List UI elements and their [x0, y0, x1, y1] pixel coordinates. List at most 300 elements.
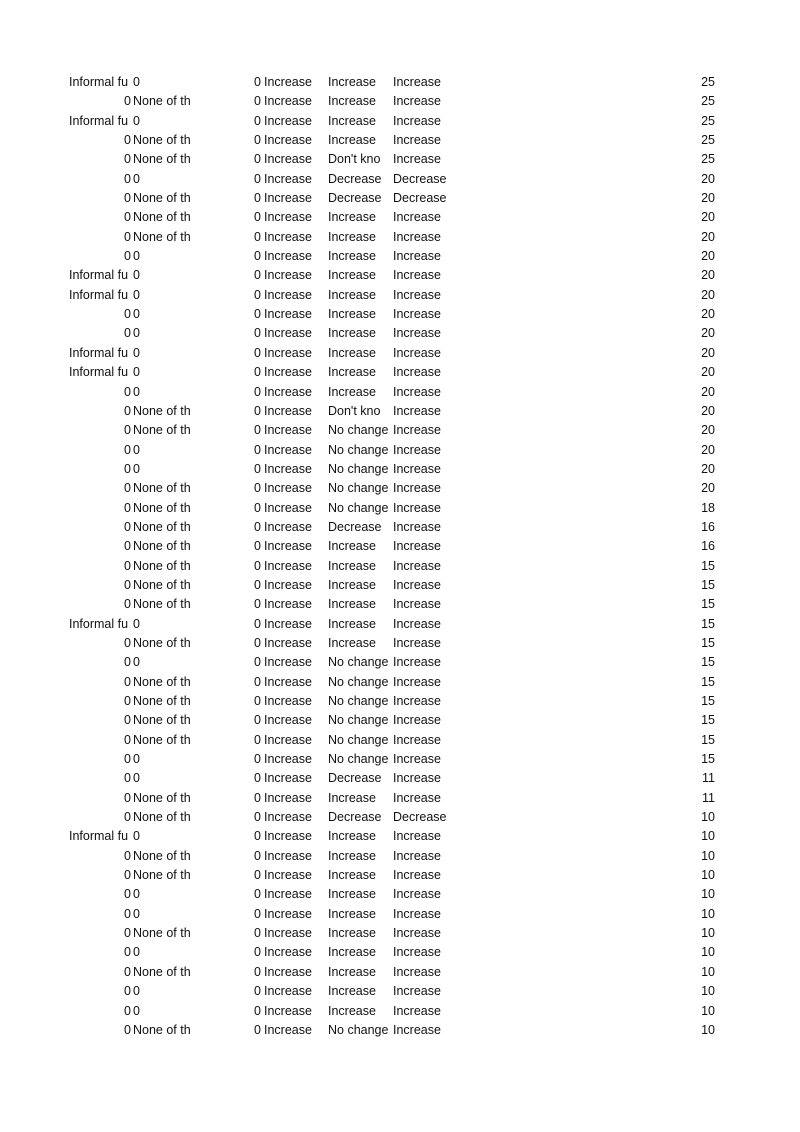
cell-col-g: Increase [393, 887, 441, 902]
cell-col-d: 0 [254, 558, 261, 573]
cell-col-g: Increase [393, 384, 441, 399]
cell-col-g: Increase [393, 539, 441, 554]
cell-col-h: 11 [702, 771, 715, 786]
cell-col-f: Don't kno [328, 152, 381, 167]
cell-col-f: Increase [328, 307, 376, 322]
cell-col-e: Increase [264, 635, 312, 650]
table-row [0, 885, 800, 904]
cell-col-g: Increase [393, 848, 441, 863]
cell-col-h: 15 [701, 674, 715, 689]
cell-col-d: 0 [254, 133, 261, 148]
cell-col-g: Increase [393, 558, 441, 573]
cell-col-b: 0 [124, 326, 131, 341]
cell-col-b: 0 [124, 539, 131, 554]
cell-col-c: 0 [133, 326, 140, 341]
cell-col-f: No change [328, 461, 389, 476]
table-row [0, 595, 800, 614]
cell-col-e: Increase [264, 868, 312, 883]
cell-col-e: Increase [264, 229, 312, 244]
cell-col-d: 0 [254, 423, 261, 438]
cell-col-c: None of th [133, 229, 191, 244]
cell-col-c: 0 [133, 113, 140, 128]
cell-col-e: Increase [264, 655, 312, 670]
cell-col-c: 0 [133, 287, 140, 302]
cell-col-h: 20 [701, 481, 715, 496]
cell-col-h: 16 [701, 519, 715, 534]
cell-col-g: Increase [393, 694, 441, 708]
cell-col-d: 0 [254, 829, 261, 844]
cell-col-h: 20 [701, 249, 715, 264]
cell-col-g: Increase [393, 771, 441, 786]
cell-col-f: Increase [328, 249, 376, 264]
cell-col-c: 0 [133, 655, 140, 670]
cell-col-e: Increase [264, 887, 312, 902]
cell-col-e: Increase [264, 268, 312, 283]
cell-col-h: 10 [701, 984, 715, 999]
cell-col-h: 10 [701, 964, 715, 979]
cell-col-b: 0 [124, 945, 131, 960]
cell-col-c: 0 [133, 249, 140, 264]
cell-col-e: Increase [264, 345, 312, 360]
cell-col-b: 0 [124, 94, 131, 109]
cell-col-d: 0 [254, 94, 261, 109]
table-row [0, 324, 800, 343]
table-row [0, 557, 800, 576]
cell-col-b: 0 [124, 577, 131, 592]
cell-col-f: Decrease [328, 519, 382, 534]
cell-col-d: 0 [254, 268, 261, 283]
cell-col-b: 0 [124, 229, 131, 244]
cell-col-d: 0 [254, 674, 261, 689]
table-row [0, 402, 800, 421]
cell-col-h: 15 [701, 752, 715, 767]
cell-col-f: Increase [328, 94, 376, 109]
cell-col-h: 15 [701, 577, 715, 592]
cell-col-e: Increase [264, 500, 312, 515]
cell-col-e: Increase [264, 365, 312, 380]
cell-col-h: 15 [701, 732, 715, 747]
cell-col-b: 0 [124, 906, 131, 921]
cell-col-g: Increase [393, 597, 441, 612]
cell-col-f: Increase [328, 790, 376, 805]
cell-col-d: 0 [254, 597, 261, 612]
cell-col-b: 0 [124, 597, 131, 612]
cell-col-h: 10 [701, 926, 715, 941]
cell-col-f: Increase [328, 616, 376, 631]
cell-col-e: Increase [264, 191, 312, 206]
cell-col-b: 0 [124, 752, 131, 767]
cell-col-f: Increase [328, 926, 376, 941]
cell-col-f: Increase [328, 984, 376, 999]
cell-col-g: Increase [393, 152, 441, 167]
table-row [0, 769, 800, 788]
cell-col-h: 20 [701, 326, 715, 341]
cell-col-c: None of th [133, 94, 191, 109]
table-row [0, 518, 800, 537]
cell-col-c: None of th [133, 810, 191, 825]
cell-col-a: Informal fu [69, 829, 129, 844]
cell-col-c: 0 [133, 171, 140, 186]
table-row [0, 653, 800, 672]
cell-col-b: 0 [124, 403, 131, 418]
cell-col-e: Increase [264, 287, 312, 302]
cell-col-c: None of th [133, 539, 191, 554]
table-row [0, 963, 800, 982]
cell-col-b: 0 [124, 713, 131, 728]
table-row [0, 711, 800, 730]
cell-col-h: 10 [701, 906, 715, 921]
cell-col-d: 0 [254, 519, 261, 534]
table-row [0, 634, 800, 653]
table-row [0, 499, 800, 518]
cell-col-g: Increase [393, 655, 441, 670]
cell-col-b: 0 [124, 810, 131, 825]
cell-col-g: Increase [393, 113, 441, 128]
cell-col-d: 0 [254, 945, 261, 960]
cell-col-d: 0 [254, 635, 261, 650]
cell-col-e: Increase [264, 539, 312, 554]
cell-col-b: 0 [124, 133, 131, 148]
cell-col-c: 0 [133, 616, 140, 631]
table-row [0, 266, 800, 285]
cell-col-h: 15 [701, 616, 715, 631]
cell-col-f: No change [328, 674, 389, 689]
cell-col-h: 15 [701, 635, 715, 650]
cell-col-c: None of th [133, 152, 191, 167]
cell-col-b: 0 [124, 307, 131, 322]
cell-col-g: Decrease [393, 810, 447, 825]
cell-col-h: 10 [701, 868, 715, 883]
cell-col-h: 10 [701, 887, 715, 902]
table-row [0, 982, 800, 1001]
cell-col-f: Decrease [328, 771, 382, 786]
cell-col-d: 0 [254, 539, 261, 554]
cell-col-g: Increase [393, 481, 441, 496]
cell-col-f: Increase [328, 848, 376, 863]
cell-col-b: 0 [124, 1022, 131, 1037]
table-row [0, 228, 800, 247]
cell-col-b: 0 [124, 926, 131, 941]
cell-col-e: Increase [264, 384, 312, 399]
cell-col-d: 0 [254, 1022, 261, 1037]
cell-col-h: 18 [701, 500, 715, 515]
table-row [0, 866, 800, 885]
cell-col-d: 0 [254, 810, 261, 825]
cell-col-f: Increase [328, 829, 376, 844]
cell-col-f: Decrease [328, 191, 382, 206]
cell-col-e: Increase [264, 790, 312, 805]
cell-col-f: Decrease [328, 171, 382, 186]
cell-col-c: None of th [133, 868, 191, 883]
cell-col-h: 10 [701, 1003, 715, 1018]
cell-col-g: Increase [393, 674, 441, 689]
cell-col-b: 0 [124, 500, 131, 515]
cell-col-e: Increase [264, 94, 312, 109]
cell-col-g: Increase [393, 577, 441, 592]
table-row [0, 305, 800, 324]
cell-col-h: 15 [701, 558, 715, 573]
cell-col-f: Increase [328, 906, 376, 921]
cell-col-d: 0 [254, 790, 261, 805]
table-row [0, 112, 800, 131]
cell-col-g: Increase [393, 94, 441, 109]
cell-col-h: 20 [701, 461, 715, 476]
cell-col-h: 15 [701, 655, 715, 670]
cell-col-g: Increase [393, 345, 441, 360]
cell-col-g: Increase [393, 268, 441, 283]
cell-col-d: 0 [254, 461, 261, 476]
cell-col-d: 0 [254, 926, 261, 941]
cell-col-d: 0 [254, 287, 261, 302]
cell-col-d: 0 [254, 732, 261, 747]
cell-col-c: None of th [133, 713, 191, 728]
cell-col-c: None of th [133, 519, 191, 534]
cell-col-a: Informal fu [69, 287, 129, 302]
cell-col-b: 0 [124, 423, 131, 438]
table-row [0, 692, 800, 711]
cell-col-e: Increase [264, 403, 312, 418]
cell-col-f: No change [328, 713, 389, 728]
cell-col-b: 0 [124, 732, 131, 747]
cell-col-f: Decrease [328, 810, 382, 825]
table-row [0, 344, 800, 363]
cell-col-d: 0 [254, 75, 261, 89]
table-row [0, 1002, 800, 1021]
cell-col-e: Increase [264, 461, 312, 476]
cell-col-e: Increase [264, 558, 312, 573]
cell-col-c: 0 [133, 365, 140, 380]
cell-col-d: 0 [254, 384, 261, 399]
cell-col-g: Increase [393, 287, 441, 302]
cell-col-f: Increase [328, 229, 376, 244]
cell-col-d: 0 [254, 868, 261, 883]
cell-col-e: Increase [264, 519, 312, 534]
cell-col-f: Increase [328, 113, 376, 128]
cell-col-g: Increase [393, 210, 441, 225]
table-row [0, 750, 800, 769]
table-row [0, 383, 800, 402]
cell-col-b: 0 [124, 771, 131, 786]
cell-col-e: Increase [264, 481, 312, 496]
cell-col-h: 20 [701, 307, 715, 322]
cell-col-g: Increase [393, 829, 441, 844]
cell-col-f: No change [328, 732, 389, 747]
cell-col-a: Informal fu [69, 268, 129, 283]
cell-col-e: Increase [264, 171, 312, 186]
cell-col-e: Increase [264, 1022, 312, 1037]
cell-col-d: 0 [254, 771, 261, 786]
cell-col-b: 0 [124, 1003, 131, 1018]
cell-col-c: None of th [133, 577, 191, 592]
cell-col-g: Increase [393, 461, 441, 476]
table-row [0, 92, 800, 111]
cell-col-e: Increase [264, 307, 312, 322]
cell-col-f: Increase [328, 268, 376, 283]
cell-col-e: Increase [264, 674, 312, 689]
cell-col-d: 0 [254, 210, 261, 225]
cell-col-c: 0 [133, 384, 140, 399]
table-row [0, 789, 800, 808]
cell-col-g: Increase [393, 326, 441, 341]
cell-col-g: Increase [393, 1022, 441, 1037]
cell-col-e: Increase [264, 577, 312, 592]
cell-col-d: 0 [254, 616, 261, 631]
cell-col-h: 15 [701, 694, 715, 708]
cell-col-d: 0 [254, 964, 261, 979]
cell-col-b: 0 [124, 790, 131, 805]
table-row [0, 247, 800, 266]
cell-col-f: Increase [328, 133, 376, 148]
cell-col-g: Increase [393, 1003, 441, 1018]
cell-col-f: No change [328, 655, 389, 670]
cell-col-h: 20 [701, 268, 715, 283]
cell-col-e: Increase [264, 713, 312, 728]
table-row [0, 847, 800, 866]
cell-col-f: Increase [328, 365, 376, 380]
cell-col-c: None of th [133, 133, 191, 148]
cell-col-c: 0 [133, 307, 140, 322]
cell-col-f: No change [328, 481, 389, 496]
cell-col-a: Informal fu [69, 616, 129, 631]
cell-col-c: None of th [133, 964, 191, 979]
cell-col-c: None of th [133, 481, 191, 496]
cell-col-f: No change [328, 442, 389, 457]
table-row [0, 827, 800, 846]
cell-col-g: Increase [393, 249, 441, 264]
cell-col-h: 10 [701, 1022, 715, 1037]
cell-col-b: 0 [124, 868, 131, 883]
cell-col-c: None of th [133, 210, 191, 225]
table-row [0, 131, 800, 150]
table-row [0, 576, 800, 595]
cell-col-g: Increase [393, 307, 441, 322]
cell-col-f: Increase [328, 326, 376, 341]
cell-col-h: 15 [701, 597, 715, 612]
cell-col-c: None of th [133, 500, 191, 515]
cell-col-e: Increase [264, 210, 312, 225]
cell-col-g: Increase [393, 964, 441, 979]
cell-col-g: Increase [393, 732, 441, 747]
cell-col-c: 0 [133, 984, 140, 999]
cell-col-f: Increase [328, 384, 376, 399]
cell-col-e: Increase [264, 906, 312, 921]
cell-col-d: 0 [254, 345, 261, 360]
cell-col-f: Increase [328, 539, 376, 554]
cell-col-g: Increase [393, 365, 441, 380]
cell-col-f: Increase [328, 887, 376, 902]
cell-col-c: None of th [133, 597, 191, 612]
cell-col-f: No change [328, 500, 389, 515]
cell-col-e: Increase [264, 926, 312, 941]
cell-col-f: Increase [328, 345, 376, 360]
table-row [0, 808, 800, 827]
cell-col-e: Increase [264, 423, 312, 438]
cell-col-f: Increase [328, 597, 376, 612]
cell-col-d: 0 [254, 442, 261, 457]
cell-col-d: 0 [254, 152, 261, 167]
cell-col-g: Increase [393, 926, 441, 941]
cell-col-c: None of th [133, 848, 191, 863]
cell-col-g: Decrease [393, 191, 447, 206]
cell-col-b: 0 [124, 171, 131, 186]
cell-col-b: 0 [124, 152, 131, 167]
cell-col-f: Increase [328, 210, 376, 225]
cell-col-h: 10 [701, 810, 715, 825]
cell-col-e: Increase [264, 964, 312, 979]
cell-col-c: 0 [133, 345, 140, 360]
cell-col-f: No change [328, 752, 389, 767]
cell-col-e: Increase [264, 75, 312, 89]
cell-col-a: Informal fu [69, 75, 129, 89]
cell-col-h: 25 [701, 94, 715, 109]
cell-col-e: Increase [264, 848, 312, 863]
cell-col-g: Decrease [393, 171, 447, 186]
cell-col-c: None of th [133, 1022, 191, 1037]
cell-col-h: 15 [701, 713, 715, 728]
cell-col-h: 25 [701, 133, 715, 148]
cell-col-f: Increase [328, 287, 376, 302]
cell-col-g: Increase [393, 790, 441, 805]
cell-col-d: 0 [254, 655, 261, 670]
cell-col-g: Increase [393, 442, 441, 457]
cell-col-d: 0 [254, 249, 261, 264]
cell-col-f: Increase [328, 964, 376, 979]
cell-col-c: 0 [133, 1003, 140, 1018]
cell-col-e: Increase [264, 326, 312, 341]
table-row [0, 73, 800, 92]
cell-col-c: 0 [133, 268, 140, 283]
cell-col-c: None of th [133, 674, 191, 689]
cell-col-d: 0 [254, 1003, 261, 1018]
cell-col-h: 25 [701, 152, 715, 167]
cell-col-e: Increase [264, 945, 312, 960]
cell-col-a: Informal fu [69, 113, 129, 128]
cell-col-b: 0 [124, 655, 131, 670]
table-row [0, 421, 800, 440]
cell-col-h: 20 [701, 403, 715, 418]
cell-col-a: Informal fu [69, 345, 129, 360]
cell-col-c: 0 [133, 442, 140, 457]
cell-col-e: Increase [264, 597, 312, 612]
cell-col-h: 10 [701, 945, 715, 960]
cell-col-g: Increase [393, 713, 441, 728]
cell-col-f: Increase [328, 945, 376, 960]
cell-col-e: Increase [264, 829, 312, 844]
cell-col-c: 0 [133, 887, 140, 902]
cell-col-g: Increase [393, 519, 441, 534]
cell-col-b: 0 [124, 249, 131, 264]
table-row [0, 673, 800, 692]
cell-col-h: 20 [701, 229, 715, 244]
cell-col-h: 11 [702, 790, 715, 805]
cell-col-e: Increase [264, 771, 312, 786]
cell-col-f: Increase [328, 75, 376, 89]
cell-col-h: 25 [701, 75, 715, 89]
spreadsheet-printout [0, 73, 800, 1040]
cell-col-d: 0 [254, 984, 261, 999]
cell-col-h: 20 [701, 345, 715, 360]
cell-col-f: Increase [328, 868, 376, 883]
cell-col-h: 25 [701, 113, 715, 128]
cell-col-c: 0 [133, 906, 140, 921]
cell-col-h: 20 [701, 171, 715, 186]
cell-col-f: Increase [328, 635, 376, 650]
cell-col-e: Increase [264, 616, 312, 631]
cell-col-b: 0 [124, 461, 131, 476]
cell-col-c: None of th [133, 403, 191, 418]
cell-col-g: Increase [393, 133, 441, 148]
cell-col-h: 20 [701, 210, 715, 225]
